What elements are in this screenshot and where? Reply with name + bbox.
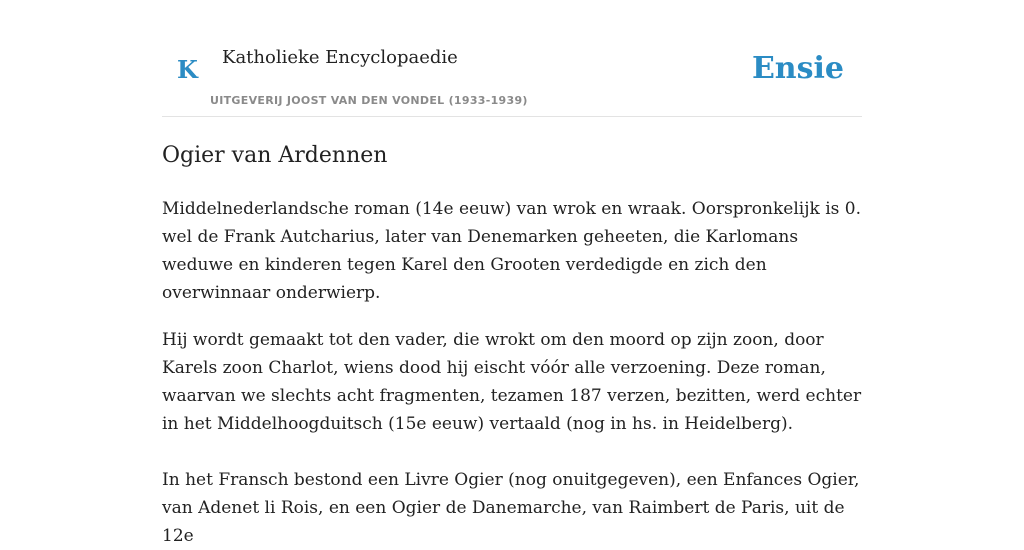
- article-title: Ogier van Ardennen: [162, 143, 388, 168]
- site-header: [162, 0, 862, 117]
- page: [162, 0, 862, 550]
- publisher-label: UITGEVERIJ JOOST VAN DEN VONDEL (1933-1939): [210, 94, 528, 107]
- article-paragraph-2: Hij wordt gemaakt tot den vader, die wrokt om den moord op zijn zoon, door Karels zoon Charlot, wiens dood hij eischt vóór alle verzoening. Deze roman, waarvan we slechts acht fragmenten, tezamen 187 verzen, bezitten, werd echter in het Middelhoogduitsch (15e eeuw) vertaald (nog in hs. in Heidelberg).: [162, 330, 862, 434]
- encyclopedia-title[interactable]: Katholieke Encyclopaedie: [222, 47, 458, 68]
- article-paragraph-3: In het Fransch bestond een Livre Ogier (nog onuitgegeven), een Enfances Ogier, van Adenet li Rois, en een Ogier de Danemarche, van Raimbert de Paris, uit de 12e: [162, 470, 860, 546]
- article-paragraph-1: Middelnederlandsche roman (14e eeuw) van wrok en wraak. Oorspronkelijk is 0. wel de Frank Autcharius, later van Denemarken geheeten, die Karlomans weduwe en kinderen tegen Karel den Grooten verdedigde en zich den overwinnaar onderwierp.: [162, 199, 861, 303]
- encyclopedia-logo[interactable]: K: [177, 55, 198, 84]
- ensie-brand-link[interactable]: Ensie: [751, 51, 844, 86]
